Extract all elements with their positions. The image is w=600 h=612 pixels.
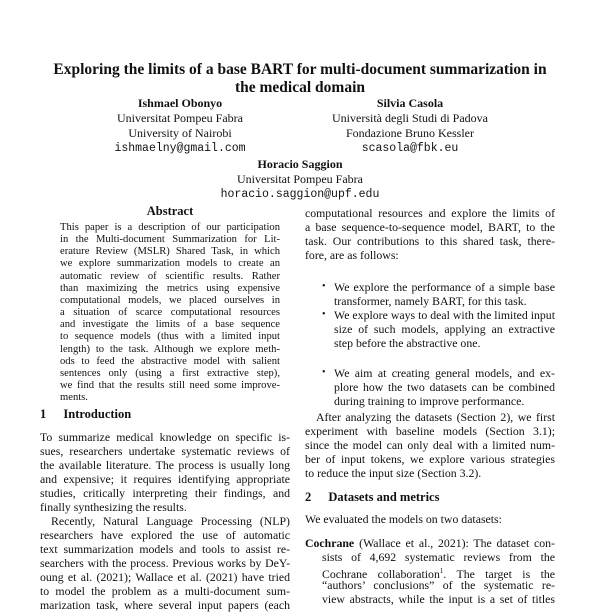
abstract-line: length) to the task. Although we explore meth- [60,343,280,355]
section-heading-introduction [40,407,131,422]
bullet-line: transformer, namely BART, for this task. [334,294,527,308]
cochrane-line [322,564,555,581]
intro-line: and expensive; it requires identifying appropriate [40,472,290,486]
author-block-1 [80,96,280,156]
bullet-line: We explore the performance of a simple base [334,280,555,294]
section-number: 1 [40,407,47,421]
abstract-line: we find that the results still need some improve- [60,379,280,391]
bullet-line: size of such models, applying an extractive [334,322,555,336]
abstract-line: to sequence models (thus with a limited input [60,331,280,343]
abstract-line: ments. [60,392,88,404]
bullet-line: during training to improve performance. [334,394,525,408]
abstract-line: erature Review (MSLR) Shared Task, in which [60,246,280,258]
section-heading-datasets [305,490,439,505]
author-affiliation: University of Nairobi [128,126,232,140]
intro-line: Recently, Natural Language Processing (NLP) [51,514,290,528]
section-number: 2 [305,490,312,504]
abstract-line: computational models, we placed ourselves in [60,294,280,306]
author-email: ishmaelny@gmail.com [114,142,246,155]
cochrane-line: sists of 4,692 systematic reviews from the [322,549,555,564]
author-block-2 [310,96,510,156]
bullet-line: We explore ways to deal with the limited input [334,308,555,322]
abstract-line: than maximizing the metrics using expensive [60,282,280,294]
abstract-heading: Abstract [146,204,194,218]
abstract-line: we explore summarization models to create an [60,258,280,270]
bullet-icon: • [322,367,326,378]
title-line: Exploring the limits of a base BART for multi-document summarization in [53,61,547,78]
bullet-line: We aim at creating general models, and ex- [334,366,555,380]
abstract-line: sentences only (using a first extractive step), [60,367,280,379]
author-name: Ishmael Obonyo [137,96,223,110]
author-block-3 [200,157,400,202]
intro-line: the available literature. The process is usually long [40,458,290,472]
bullet-icon: • [322,281,326,292]
cochrane-term: Cochrane [305,536,355,550]
abstract-line: This paper is a description of our participation [60,222,280,233]
cochrane-text: Cochrane collaboration [322,566,440,581]
bullet-icon: • [322,309,326,320]
body-line: a base sequence-to-sequence model, BART, to the [305,220,555,234]
body-line: task. Our contributions to this shared task, there- [305,234,555,248]
intro-line: text summarization models and tools to assist re- [40,542,290,556]
author-affiliation: Fondazione Bruno Kessler [346,126,474,140]
intro-line: oung et al. (2021); Wallace et al. (2021) have tried [40,570,290,584]
abstract-line: in the Multi-document Summarization for Lit- [60,234,280,246]
intro-line: finally synthesizing the results. [40,500,187,514]
section-title: Introduction [63,407,132,421]
intro-line: sues, researchers undertake systematic reviews of [40,444,290,458]
body-line: since the model can only deal with a limited num- [305,438,555,452]
abstract-line: and investigate the limits of a base sequence [60,319,280,331]
abstract-line: a situation of scarce computational resources [60,307,280,319]
body-line: to reduce the input size (Section 3.2). [305,466,482,480]
cochrane-line: view abstracts, while the input is a set of titles [322,591,555,606]
abstract-line: automatic review of scientific results. Rather [60,270,280,282]
body-line: We evaluated the models on two datasets: [305,512,502,526]
section-title: Datasets and metrics [328,490,440,504]
author-affiliation: Universitat Pompeu Fabra [117,111,243,125]
bullet-line: plore how the two datasets can be combined [334,380,555,394]
intro-line: studies, critically interpreting their findings, and [40,486,290,500]
author-affiliation: Universitat Pompeu Fabra [237,172,363,186]
cochrane-text: . The target is the [443,566,556,581]
intro-line: searchers with the process. Previous works by DeY- [40,556,290,570]
author-email: horacio.saggion@upf.edu [220,188,380,201]
body-line: experiment with baseline models (Section 3.1); [305,424,555,438]
intro-line: to model the problem as a multi-document sum- [40,584,290,598]
bullet-line: step before the abstractive one. [334,336,481,350]
body-line: fore, are as follows: [305,248,399,262]
author-affiliation: Università degli Studi di Padova [332,111,488,125]
body-line: ber of input tokens, we explore various strategies [305,452,555,466]
author-email: scasola@fbk.eu [361,142,459,155]
footnote-marker[interactable]: 1 [439,566,444,575]
cochrane-line [305,536,555,550]
intro-line: To summarize medical knowledge on specific is- [40,430,290,444]
intro-line: marization task, where several input papers (each [40,598,290,612]
intro-line: researchers have explored the use of automatic [40,528,290,542]
author-name: Silvia Casola [376,96,444,110]
body-line: computational resources and explore the limits of [305,206,555,220]
body-line: After analyzing the datasets (Section 2), we first [316,410,555,424]
cochrane-line: “authors’ conclusions” of the systematic re- [322,577,555,592]
cochrane-text: (Wallace et al., 2021): The dataset con- [359,536,555,550]
title-line: the medical domain [234,79,366,96]
abstract-line: ods to feed the abstractive model with salient [60,355,280,367]
author-name: Horacio Saggion [257,157,343,171]
